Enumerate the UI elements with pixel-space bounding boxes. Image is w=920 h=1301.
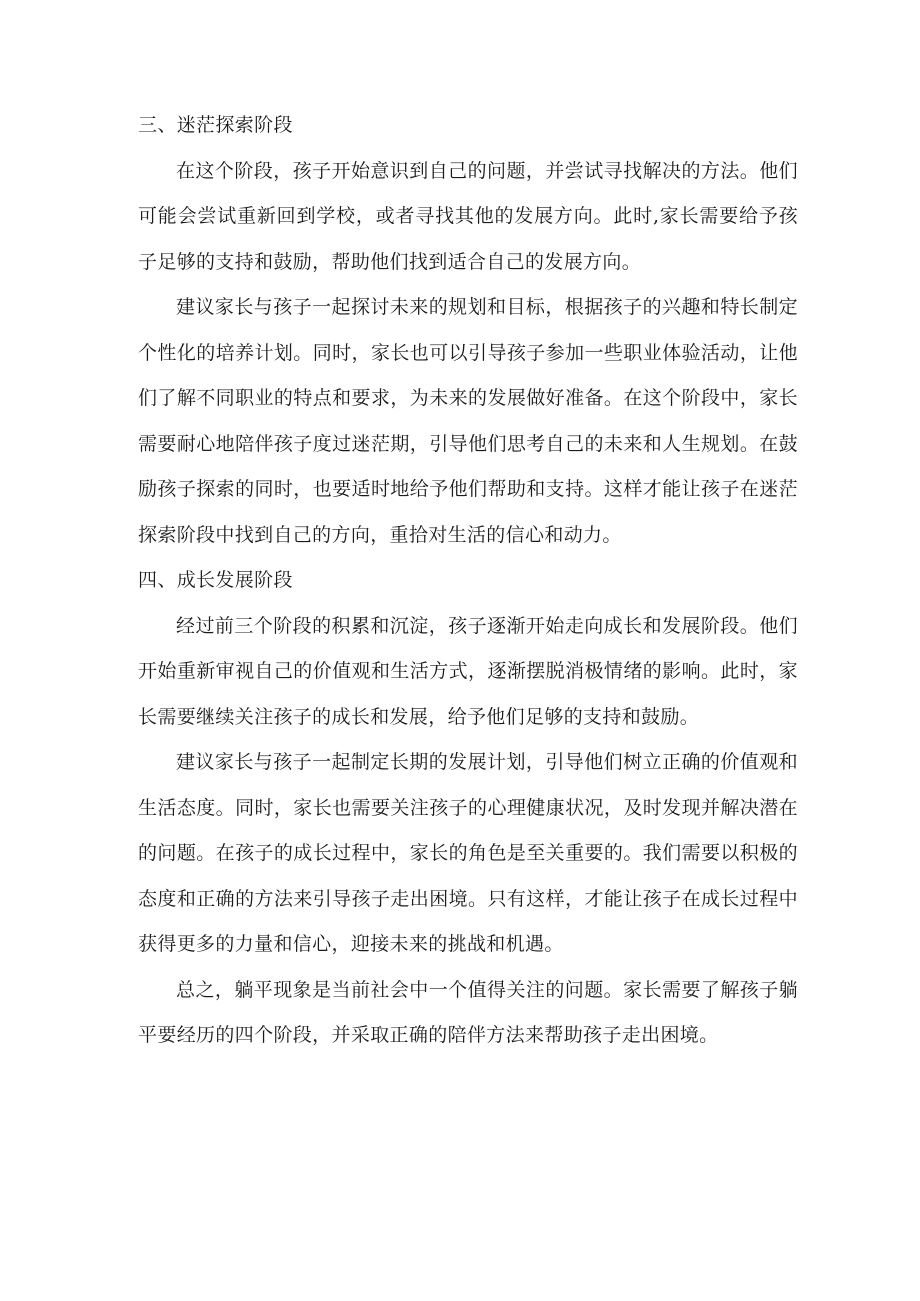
section-stage-4 xyxy=(138,558,798,1059)
paragraph: 经过前三个阶段的积累和沉淀，孩子逐渐开始走向成长和发展阶段。他们开始重新审视自己的价值观和生活方式，逐渐摆脱消极情绪的影响。此时，家长需要继续关注孩子的成长和发展，给予他们足够的支持和鼓励。 xyxy=(138,614,798,728)
section-heading: 四、成长发展阶段 xyxy=(138,569,293,591)
section-stage-3 xyxy=(138,103,798,558)
document-page xyxy=(138,103,798,1059)
paragraph: 总之，躺平现象是当前社会中一个值得关注的问题。家长需要了解孩子躺平要经历的四个阶段，并采取正确的陪伴方法来帮助孩子走出困境。 xyxy=(138,978,798,1046)
paragraph: 建议家长与孩子一起制定长期的发展计划，引导他们树立正确的价值观和生活态度。同时，家长也需要关注孩子的心理健康状况，及时发现并解决潜在的问题。在孩子的成长过程中，家长的角色是至关重要的。我们需要以积极的态度和正确的方法来引导孩子走出困境。只有这样，才能让孩子在成长过程中获得更多的力量和信心，迎接未来的挑战和机遇。 xyxy=(138,751,798,955)
section-heading: 三、迷茫探索阶段 xyxy=(138,114,293,136)
paragraph: 在这个阶段，孩子开始意识到自己的问题，并尝试寻找解决的方法。他们可能会尝试重新回到学校，或者寻找其他的发展方向。此时,家长需要给予孩子足够的支持和鼓励，帮助他们找到适合自己的发展方向。 xyxy=(138,159,798,273)
paragraph: 建议家长与孩子一起探讨未来的规划和目标，根据孩子的兴趣和特长制定个性化的培养计划。同时，家长也可以引导孩子参加一些职业体验活动，让他们了解不同职业的特点和要求，为未来的发展做好准备。在这个阶段中，家长需要耐心地陪伴孩子度过迷茫期，引导他们思考自己的未来和人生规划。在鼓励孩子探索的同时，也要适时地给予他们帮助和支持。这样才能让孩子在迷茫探索阶段中找到自己的方向，重拾对生活的信心和动力。 xyxy=(138,296,798,546)
